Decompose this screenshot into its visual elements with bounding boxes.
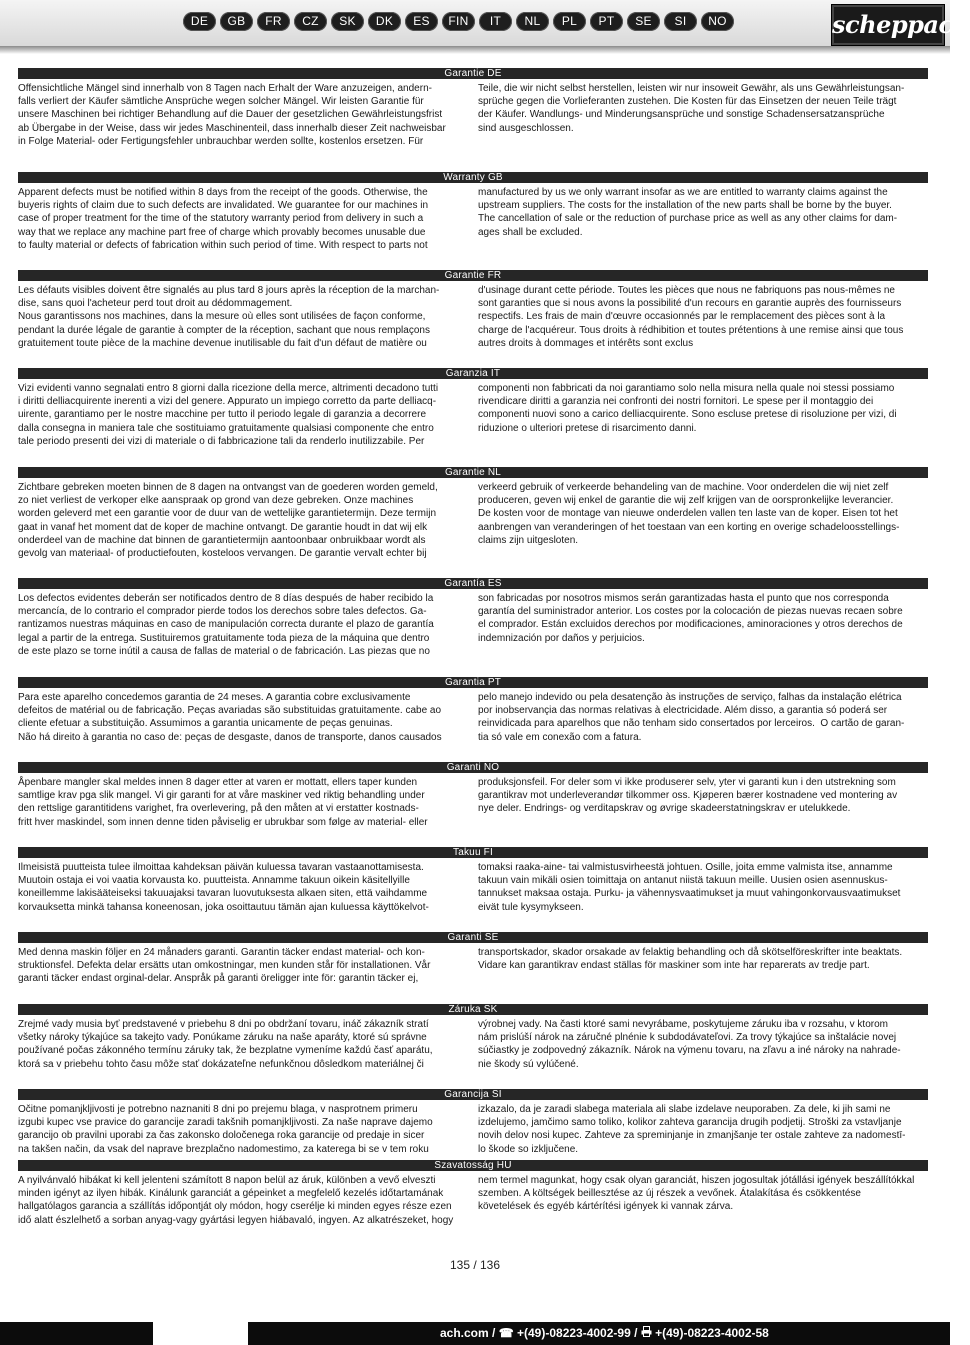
lang-tab-cz[interactable]: CZ xyxy=(294,12,327,31)
section-text-left: Ilmeisistä puutteista tulee ilmoittaa kahdeksan päivän kuluessa tavaran vastaanottamisesta. Muutoin ostaja ei voi vaatia korvausta ko. puutteista. Annamme takuun oikein käsitellyille koneillemme lakisääteiseksi takuuajaksi tavaran luovutuksesta alkaen siten, että vaihdamme korvauksetta minkä tahansa koneenosan, joka osoittautuu tämän ajan kuluessa käyttökelvot- xyxy=(18,862,429,913)
section-text-right: son fabricadas por nosotros mismos serán garantizadas hasta el punto que nos corresponda garantía del suministrador anterior. Los costes por la colocación de piezas nuevas recaen sobre el comprador. Están excluidos derechos por modificaciones, aminoraciones y otros derechos de indemnización por daños y perjuicios. xyxy=(478,593,903,644)
section-title: Szavatosság HU xyxy=(18,1160,928,1171)
section-text-left: Med denna maskin följer en 24 månaders garanti. Garantin täcker endast material- och kon- struktionsfel. Defekta delar ersätts utan omkostningar, men kunden står för installationen. Vår garanti täcker endast orginal-delar. Anspråk på garanti öreligger inte för: garantin täcker ej, xyxy=(18,947,431,985)
warranty-section-it xyxy=(18,368,928,448)
warranty-section-fi xyxy=(18,847,928,914)
warranty-section-hu xyxy=(18,1160,928,1227)
section-text-right: d'usinage durant cette période. Toutes les pièces que nous ne fabriquons pas nous-mêmes ne sont garanties que si nous avons la possibilité d'un recours en garantie auprès des fournisseurs respectifs. Les frais de main d'œuvre occasionnés par le remplacement des pièces sont à la charge de l'acquéreur. Tous droits à rédhibition et toutes prétentions à une remise ainsi que tous autres droits à dommages et intérêts sont exclus xyxy=(478,285,904,349)
section-text-right: výrobnej vady. Na časti ktoré sami nevyrábame, poskytujeme záruku iba v rozsahu, v ktorom nám prislúší nárok na záručné plnénie k subdodávateľovi. Za trovy týkajúce sa inštalácie novej súčiastky je zodpovedný zákazník. Nárok na výmenu tovaru, na zľavu a iné nároky na nahrade- nie škody sú vylúčené. xyxy=(478,1019,901,1070)
section-text-right: produksjonsfeil. For deler som vi ikke produserer selv, yter vi garanti kun i den utstrekning som garantikrav mot underleverandør tilkommer oss. Kjøperen bærer kostnadene ved montering av nye deler. Endrings- og verditapskrav og øvrige skadeerstatningskrav er utelukkede. xyxy=(478,777,898,815)
section-title: Garanti NO xyxy=(18,762,928,773)
lang-tab-sk[interactable]: SK xyxy=(331,12,364,31)
section-text-left: Los defectos evidentes deberán ser notificados dentro de 8 días después de haber recibido la mercancía, de lo contrario el comprador pierde todos los derechos sobre tales defectos. Ga- rantizamos nuestras máquinas en caso de manipulación correcta durante el plazo de garantía legal a partir de la entrega. Sustituiremos gratuitamente toda pieza de la máquina que dentro de este plazo se torne inútil a causa de fallas de material o de fabricación. Las piezas que no xyxy=(18,593,434,657)
section-text-right: verkeerd gebruik of verkeerde behandeling van de machine. Voor onderdelen die wij niet zelf produceren, geven wij enkel de garantie die wij zelf krijgen van de oorspronkelijke leverancier. De kosten voor de montage van nieuwe onderdelen vallen ten laste van de koper. Eisen tot het aanbrengen van veranderingen of het toestaan van een korting en overige schadeloosstellings- claims zijn uitgesloten. xyxy=(478,482,900,546)
footer-white-block xyxy=(153,1322,248,1345)
section-text-right: pelo manejo indevido ou pela desatenção às instruções de serviço, falhas da instalação elétrica por inobservançia das normas relativas à electricidade. Além disso, a garantia só poderá ser reinvidicada para aparelhos que não tenham sido consertados por lerceiros. O cartão de garan- tia só vale em conexão com a fatura. xyxy=(478,692,905,743)
footer-website[interactable]: ach.com xyxy=(440,1326,489,1340)
section-text-right: Teile, die wir nicht selbst herstellen, leisten wir nur insoweit Gewähr, als uns Gewährleistungsan- sprüche gegen die Vorlieferanten zustehen. Die Kosten für das Einsetzen der neuen Teile trägt der Käufer. Wandlungs- und Minderungsansprüche und sonstige Schadensersatzansprüche sind ausgeschlossen. xyxy=(478,83,905,134)
language-tabs xyxy=(183,12,734,31)
footer-fax: +(49)-08223-4002-58 xyxy=(655,1326,769,1340)
warranty-section-de xyxy=(18,68,928,148)
lang-tab-no[interactable]: NO xyxy=(701,12,734,31)
section-text-right: izkazalo, da je zaradi slabega materiala ali slabe izdelave neuporaben. Za dele, ki jih sami ne izdelujemo, jamčimo samo toliko, kolikor zahteva garancija drugih podjetij. Stroški za vstavljanje novih delov nosi kupec. Zahteve za spreminjanje in zmanjšanje ter ostale zahteve za nadomestī- lo škode so izključene. xyxy=(478,1104,906,1155)
warranty-section-pt xyxy=(18,677,928,744)
section-title: Garantie FR xyxy=(18,270,928,281)
lang-tab-nl[interactable]: NL xyxy=(516,12,549,31)
section-title: Garantie DE xyxy=(18,68,928,79)
warranty-section-gb xyxy=(18,172,928,252)
section-text-left: Åpenbare mangler skal meldes innen 8 dager etter at varen er mottatt, ellers taper kunden samtlige krav pga slik mangel. Vi gir garanti for at våre maskiner ved riktig behandling under den rettslige garantitidens varighet, fra overlevering, på den måten at vi erstatter kostnads- fritt hver maskindel, som innen denne tiden påviselig er ubrukbar som følge av material- eller xyxy=(18,777,428,828)
lang-tab-pt[interactable]: PT xyxy=(590,12,623,31)
section-title: Garantie NL xyxy=(18,467,928,478)
lang-tab-fin[interactable]: FIN xyxy=(442,12,475,31)
section-text-left: Vizi evidenti vanno segnalati entro 8 giorni dalla ricezione della merce, altrimenti decadono tutti i diritti delliacquirente inerenti a vizi del genere. Appurato un impiego corretto da parte delliacq- uirente, garantiamo per le nostre macchine per tutto il periodo legale di garanzia a decorrere dalla consegna in maniera tale che sostituiamo gratuitamente qualsiasi componente che entro tale periodo presenti dei vizi di materiale o di fabbricazione tali da renderlo inutilizzabile. Per xyxy=(18,383,439,447)
lang-tab-es[interactable]: ES xyxy=(405,12,438,31)
section-text-right: tomaksi raaka-aine- tai valmistusvirheestä johtuen. Osille, joita emme valmista itse, annamme takuun vain mikäli osien toimittaja on antanut niistä takuun meille. Uusien osien asennuskus- tannukset maksaa ostaja. Purku- ja vähennysvaatimukset ja muut vahingonkorvausvaatimukset eivät tule kysymykseen. xyxy=(478,862,901,913)
section-title: Garantía ES xyxy=(18,578,928,589)
warranty-section-se xyxy=(18,932,928,986)
footer-contact xyxy=(440,1322,769,1345)
section-text-left: Offensichtliche Mängel sind innerhalb von 8 Tagen nach Erhalt der Ware anzuzeigen, andern- falls verliert der Käufer sämtliche Ansprüche wegen solcher Mängel. Wir leisten Garantie für unsere Maschinen bei richtiger Behandlung auf die Dauer der gesetzlichen Gewährleistungsfrist ab Übergabe in der Weise, dass wir jedes Maschinenteil, dass innerhalb dieser Zeit nachweisbar in Folge Material- oder Fertigungsfehler unbrauchbar werden sollte, kostenlos ersetzen. Für xyxy=(18,83,446,147)
footer-phone: +(49)-08223-4002-99 xyxy=(517,1326,631,1340)
section-text-left: Para este aparelho concedemos garantia de 24 meses. A garantia cobre exclusivamente defeitos de matérial ou de fabricação. Peças avariadas são substituidas gratuitamente. cabe ao cliente efetuar a substituição. Assumimos a garantia unicamente de peças genuinas. Não há direito à garantia no caso de: peças de desgaste, danos de transporte, danos causados xyxy=(18,692,442,743)
warranty-section-es xyxy=(18,578,928,658)
section-title: Garanzia IT xyxy=(18,368,928,379)
section-title: Garancija SI xyxy=(18,1089,928,1100)
warranty-section-fr xyxy=(18,270,928,350)
section-text-right: nem termel magunkat, hogy csak olyan garanciát, hiszen jogosultak jótállási igények beszállítókkal szemben. A költségek beillesztése az új részek a vevőnek. Átalakítása és csökkentése követelések és egyéb kártérítési igények ki vannak zárva. xyxy=(478,1175,915,1213)
section-text-left: Očitne pomanjkljivosti je potrebno naznaniti 8 dni po prejemu blaga, v nasprotnem primeru izgubi kupec vse pravice do garancije zaradi takšnih pomanjkljivosti. Za naše naprave dajemo garancijo ob pravilni uporabi za čas zakonsko določenega roka garancije od predaje in sicer na takšen način, da vsak del naprave brezplačno nadomestimo, za katerega bi se v tem roku xyxy=(18,1104,433,1155)
section-title: Garantia PT xyxy=(18,677,928,688)
footer-separator: / xyxy=(488,1326,499,1340)
header-shadow xyxy=(0,46,950,54)
section-text-left: Zrejmé vady musia byť predstavené v priebehu 8 dni po obdržaní tovaru, ináč zákazník stratí všetky nároky týkajúce sa takejto vady. Ponúkame záruku na naše aparáty, ktoré sú správne používané počas zákonného termínu záruky tak, že bezplatne vymeníme každú časť aparátu, ktorá sa v priebehu tohto času môže stať dokázateľne nefunkčnou dôsledkom materiálnej či xyxy=(18,1019,433,1070)
section-text-left: Apparent defects must be notified within 8 days from the receipt of the goods. Otherwise, the buyeris rights of claim due to such defects are invalidated. We guarantee for our machines in case of proper treatment for the time of the statutory warranty period from delivery in such a way that we replace any machine part free of charge which provably becomes unusable due to faulty material or defects of fabrication within such period of time. With respect to parts not xyxy=(18,187,429,251)
section-text-right: componenti non fabbricati da noi garantiamo solo nella misura nella quale noi stessi possiamo rivendicare diritti a garanzia nei confronti dei nostri fornitori. Le spese per il montaggio dei componenti nuovi sono a carico delliacquirente. Sono escluse pretese di risoluzione per vizi, di riduzione o ulteriori pretese di risarcimento danni. xyxy=(478,383,897,434)
lang-tab-it[interactable]: IT xyxy=(479,12,512,31)
footer-separator: / xyxy=(630,1326,641,1340)
lang-tab-gb[interactable]: GB xyxy=(220,12,253,31)
page-footer xyxy=(0,1322,950,1345)
section-text-left: Zichtbare gebreken moeten binnen de 8 dagen na ontvangst van de goederen worden gemeld, zo niet verliest de verkoper elke aanspraak op grond van deze gebreken. Onze machines worden geleverd met een garantie voor de duur van de wettelijke garantietermijn. Deze termijn gaat in vanaf het moment dat de koper de machine ontvangt. De garantie houdt in dat wij elk onderdeel van de machine dat binnen de garantietermijn aantoonbaar onbruikbaar wordt als gevolg van materiaal- of productiefouten, kosteloos vervangen. De garantie vervalt echter bij xyxy=(18,482,438,560)
warranty-section-no xyxy=(18,762,928,829)
section-title: Takuu FI xyxy=(18,847,928,858)
lang-tab-fr[interactable]: FR xyxy=(257,12,290,31)
lang-tab-si[interactable]: SI xyxy=(664,12,697,31)
warranty-section-si xyxy=(18,1089,928,1156)
section-title: Garanti SE xyxy=(18,932,928,943)
lang-tab-dk[interactable]: DK xyxy=(368,12,401,31)
lang-tab-pl[interactable]: PL xyxy=(553,12,586,31)
lang-tab-de[interactable]: DE xyxy=(183,12,216,31)
warranty-section-nl xyxy=(18,467,928,560)
warranty-section-sk xyxy=(18,1004,928,1071)
section-title: Warranty GB xyxy=(18,172,928,183)
section-text-right: manufactured by us we only warrant insofar as we are entitled to warranty claims against the upstream suppliers. The costs for the installation of the new parts shall be borne by the buyer. The cancellation of sale or the reduction of purchase price as well as any other claims for dam- ages shall be excluded. xyxy=(478,187,898,238)
section-title: Záruka SK xyxy=(18,1004,928,1015)
phone-icon: ☎ xyxy=(498,1326,514,1340)
section-text-left: Les défauts visibles doivent être signalés au plus tard 8 jours après la réception de la marchan- dise, sans quoi l'acheteur perd tout droit au dédommagement. Nous garantissons nos machines, dans la mesure où elles sont utilisées de façon conforme, pendant la durée légale de garantie à compter de la réception, sachant que nous remplaçons gratuitement toute pièce de la machine devenue inutilisable du fait d'un défaut de matière ou xyxy=(18,285,440,349)
section-text-left: A nyilvánvaló hibákat ki kell jelenteni számított 8 napon belül az áruk, különben a vevő elveszti minden igényt az ilyen hibák. Kinálunk garanciát a gépeinket a megfelelő kezelés időtartamának hallgatólagos garancia a szállítás időpontját oly módon, hogy cserélje ki minden egyes része ezen idő alatt észlelhető a sorban anyag-vagy gyártási legyen hiábavaló, ingyen. Az alkatrészeket, hogy xyxy=(18,1175,454,1226)
lang-tab-se[interactable]: SE xyxy=(627,12,660,31)
page-number: 135 / 136 xyxy=(449,1258,501,1272)
brand-logo: scheppach xyxy=(831,4,945,46)
fax-icon xyxy=(641,1322,652,1344)
section-text-right: transportskador, skador orsakade av felaktig behandling och då skötselföreskrifter inte beaktats. Vidare kan garantikrav endast ställas för maskiner som inte har reparerats av tredje part. xyxy=(478,947,903,972)
page-header xyxy=(0,0,970,60)
